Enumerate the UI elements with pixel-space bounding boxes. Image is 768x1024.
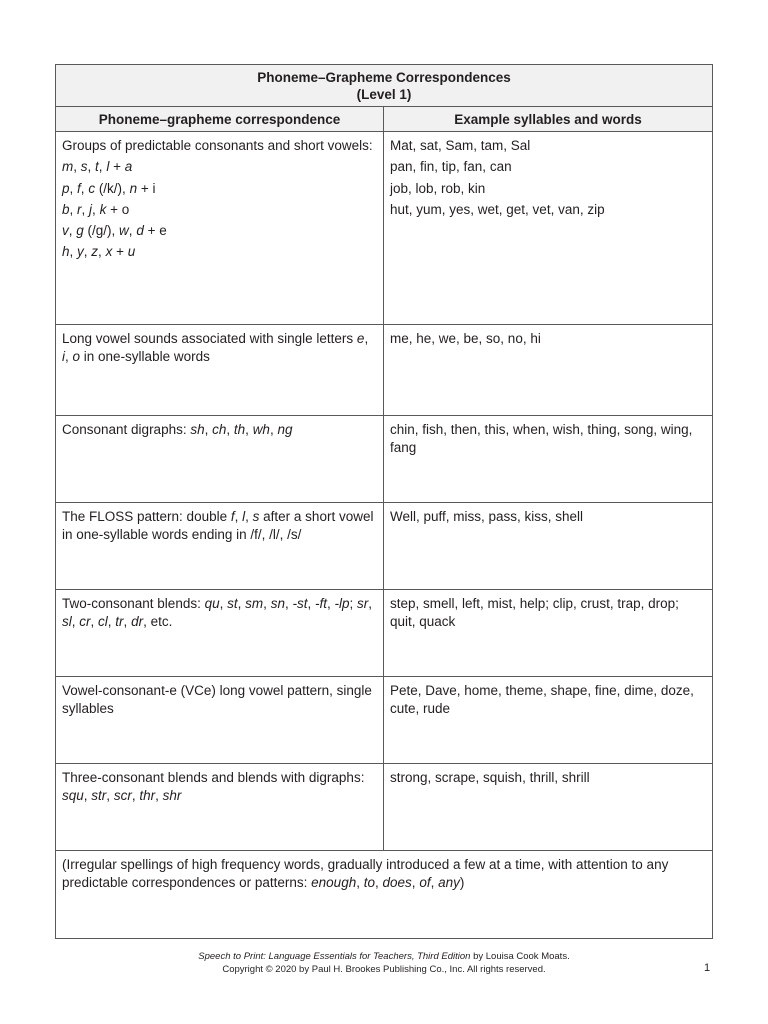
table-row xyxy=(56,677,712,764)
page-footer xyxy=(0,951,768,976)
example-line: step, smell, left, mist, help; clip, crust, trap, drop; quit, quack xyxy=(390,596,679,629)
column-header-correspondence: Phoneme–grapheme correspondence xyxy=(56,107,384,131)
example-line: Pete, Dave, home, theme, shape, fine, dime, doze, cute, rude xyxy=(390,683,694,716)
correspondence-cell: Long vowel sounds associated with single letters e, i, o in one-syllable words xyxy=(56,325,384,415)
examples-cell xyxy=(384,325,712,415)
source-citation xyxy=(0,951,768,964)
table-row xyxy=(56,132,712,325)
example-line: job, lob, rob, kin xyxy=(390,180,486,196)
table-row xyxy=(56,503,712,590)
examples-cell xyxy=(384,677,712,763)
table-title: Phoneme–Grapheme Correspondences xyxy=(257,70,511,85)
example-line: me, he, we, be, so, no, hi xyxy=(390,331,541,346)
example-line: strong, scrape, squish, thrill, shrill xyxy=(390,770,590,785)
examples-cell xyxy=(384,416,712,502)
table-row xyxy=(56,325,712,416)
correspondence-cell: Two-consonant blends: qu, st, sm, sn, -st, -ft, -lp; sr, sl, cr, cl, tr, dr, etc. xyxy=(56,590,384,676)
correspondence-table xyxy=(55,64,713,939)
table-header-row xyxy=(56,107,712,132)
correspondence-cell: Vowel-consonant-e (VCe) long vowel pattern, single syllables xyxy=(56,677,384,763)
examples-cell xyxy=(384,132,712,324)
table-row xyxy=(56,590,712,677)
table-row xyxy=(56,416,712,503)
table-title-row xyxy=(56,65,712,107)
example-line: chin, fish, then, this, when, wish, thing, song, wing, fang xyxy=(390,422,693,455)
page-number: 1 xyxy=(704,962,711,974)
copyright-notice: Copyright © 2020 by Paul H. Brookes Publishing Co., Inc. All rights reserved. xyxy=(222,963,546,975)
correspondence-cell: Groups of predictable consonants and short vowels: m, s, t, l + a p, f, c (/k/), n + i b, r, j, k + o v, g (/g/), w, d + e h, y, z, x + u xyxy=(56,132,384,324)
correspondence-cell: Consonant digraphs: sh, ch, th, wh, ng xyxy=(56,416,384,502)
examples-cell xyxy=(384,764,712,850)
correspondence-cell: The FLOSS pattern: double f, l, s after a short vowel in one-syllable words ending in /f/, /l/, /s/ xyxy=(56,503,384,589)
correspondence-cell: Three-consonant blends and blends with digraphs: squ, str, scr, thr, shr xyxy=(56,764,384,850)
column-header-examples: Example syllables and words xyxy=(454,111,642,127)
irregular-spellings-note: (Irregular spellings of high frequency words, gradually introduced a few at a time, with attention to any predictable correspondences or patterns: enough, to, does, of, any) xyxy=(62,857,669,890)
example-line: hut, yum, yes, wet, get, vet, van, zip xyxy=(390,201,605,217)
table-row xyxy=(56,764,712,851)
example-line: Well, puff, miss, pass, kiss, shell xyxy=(390,509,584,524)
examples-cell xyxy=(384,590,712,676)
example-line: pan, fin, tip, fan, can xyxy=(390,159,512,175)
table-row xyxy=(56,851,712,938)
author-credit: by Louisa Cook Moats. xyxy=(470,951,570,962)
examples-cell xyxy=(384,503,712,589)
table-subtitle: (Level 1) xyxy=(356,87,412,102)
example-line: Mat, sat, Sam, tam, Sal xyxy=(390,138,531,153)
book-title: Speech to Print: Language Essentials for Teachers, Third Edition xyxy=(198,951,471,962)
